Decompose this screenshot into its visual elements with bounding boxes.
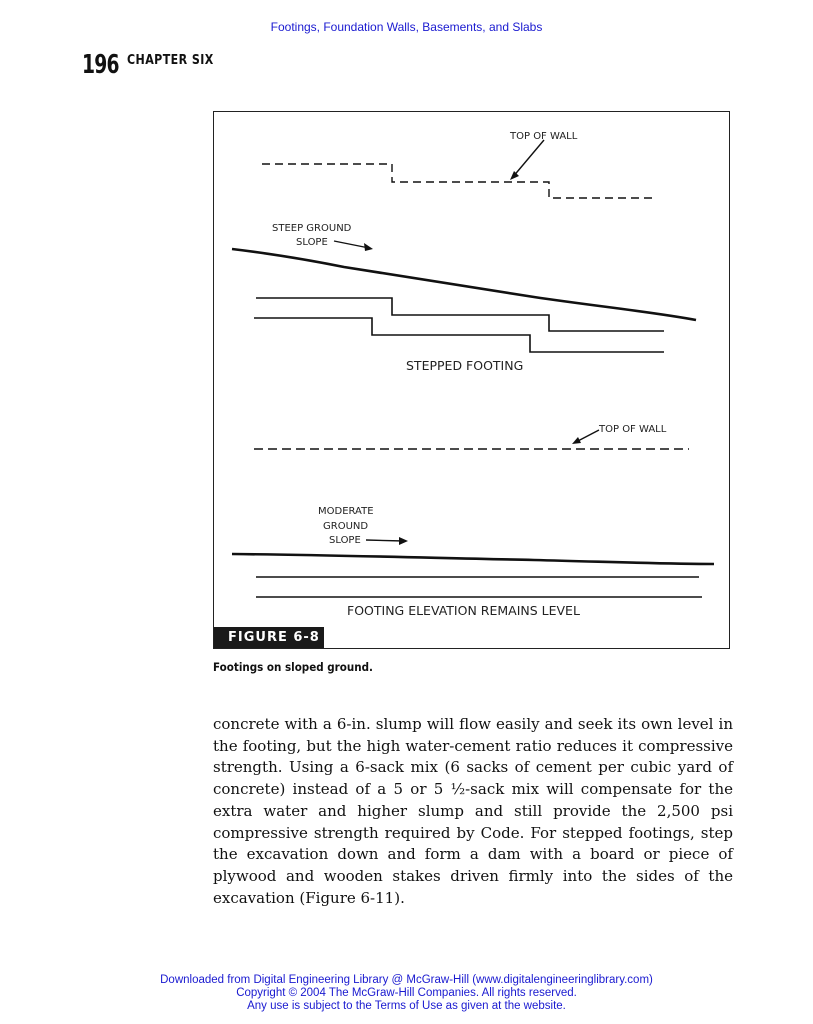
body-text <box>213 714 733 909</box>
label-steep-ground-1: STEEP GROUND <box>272 223 352 234</box>
footer <box>0 974 813 1013</box>
stepped-footing-top <box>256 298 664 331</box>
label-moderate-3: SLOPE <box>329 535 361 546</box>
label-moderate-2: GROUND <box>323 521 369 532</box>
figure-6-8 <box>213 111 730 649</box>
footer-download-link[interactable]: Downloaded from Digital Engineering Library @ McGraw-Hill (www.digitalengineeringlibrary.com) <box>160 974 653 986</box>
label-steep-ground-2: SLOPE <box>296 237 328 248</box>
figure-number-label: FIGURE 6-8 <box>214 627 324 648</box>
figure-caption: Footings on sloped ground. <box>213 660 373 674</box>
label-top-of-wall-2: TOP OF WALL <box>599 424 667 435</box>
label-moderate-1: MODERATE <box>318 506 374 517</box>
source-title-link[interactable]: Footings, Foundation Walls, Basements, and Slabs <box>270 20 543 34</box>
chapter-heading: CHAPTER SIX <box>127 53 214 68</box>
label-top-of-wall-1: TOP OF WALL <box>510 131 578 142</box>
label-stepped-footing: STEPPED FOOTING <box>406 358 524 373</box>
stepped-footing-bottom <box>254 318 664 352</box>
footer-copyright: Copyright © 2004 The McGraw-Hill Companies. All rights reserved. <box>236 987 577 999</box>
steep-ground-line <box>232 249 696 320</box>
moderate-ground-line <box>232 554 714 564</box>
top-of-wall-stepped-line <box>262 164 654 198</box>
body-paragraph: concrete with a 6-in. slump will flow easily and seek its own level in the footing, but the high water-cement ratio reduces it compressive strength. Using a 6-sack mix (6 sacks of cement per cubic yard of concrete) instead of a 5 or 5 ½-sack mix will compensate for the extra water and higher slump and still provide the 2,500 psi compressive strength required by Code. For stepped footings, step the excavation down and form a dam with a board or piece of plywood and wooden stakes driven firmly into the sides of the excavation (Figure 6-11). <box>213 715 733 907</box>
page-number: 196 <box>82 50 119 80</box>
footer-terms[interactable]: Any use is subject to the Terms of Use as given at the website. <box>247 1000 566 1012</box>
label-level-footing: FOOTING ELEVATION REMAINS LEVEL <box>347 603 580 618</box>
footing-diagram <box>214 112 731 650</box>
top-of-wall-leader <box>512 140 544 178</box>
